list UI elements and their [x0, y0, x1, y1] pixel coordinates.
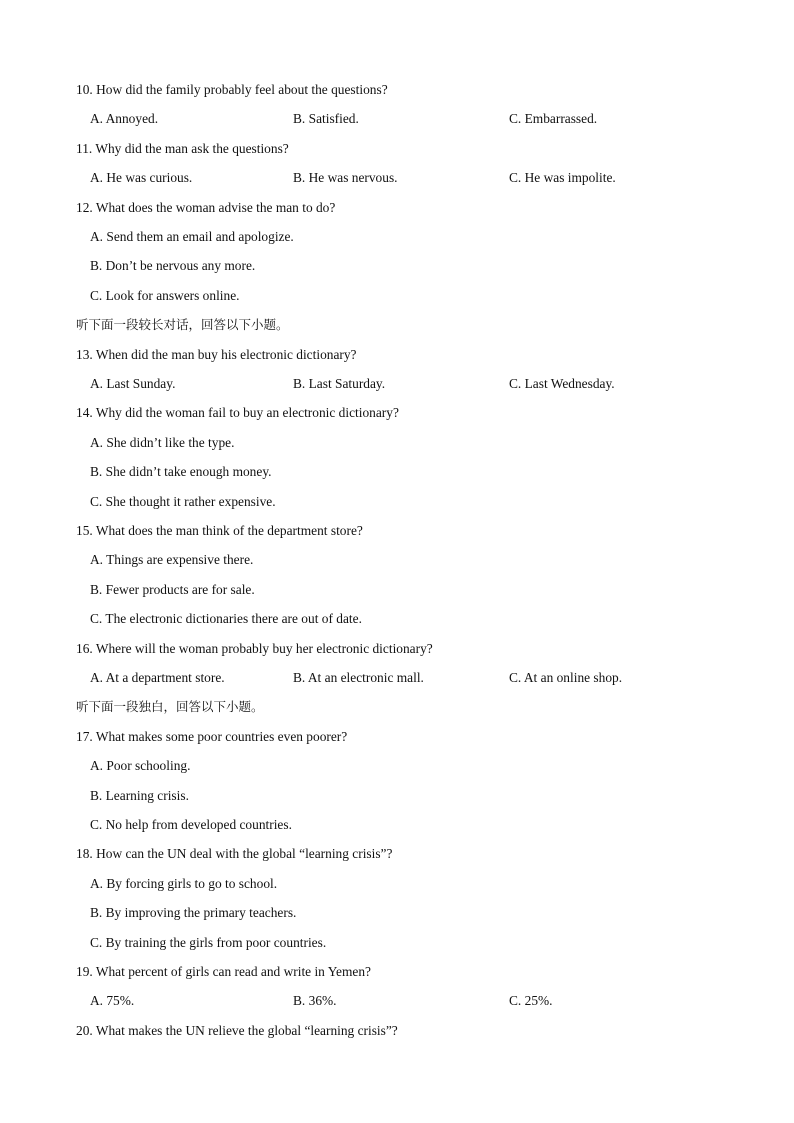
option-text: A. She didn’t like the type.	[90, 435, 235, 450]
option-text: A. Send them an email and apologize.	[90, 229, 294, 244]
option-text: A. 75%.	[90, 993, 135, 1008]
option-text: C. Embarrassed.	[509, 111, 598, 126]
question-text: 11. Why did the man ask the questions?	[76, 141, 289, 156]
options-row	[90, 991, 730, 1011]
option-text: B. Satisfied.	[293, 111, 359, 126]
options-row	[90, 374, 730, 394]
question-text: 17. What makes some poor countries even poorer?	[76, 729, 348, 744]
question-text: 20. What makes the UN relieve the global “learning crisis”?	[76, 1023, 398, 1038]
option-text: A. At a department store.	[90, 670, 225, 685]
option-text: B. 36%.	[293, 993, 337, 1008]
question-text: 19. What percent of girls can read and write in Yemen?	[76, 964, 371, 979]
option-text: C. By training the girls from poor countries.	[90, 935, 327, 950]
option-text: C. At an online shop.	[509, 670, 623, 685]
option-text: C. 25%.	[509, 993, 553, 1008]
option-text: A. Things are expensive there.	[90, 552, 254, 567]
options-row	[90, 168, 730, 188]
options-row	[90, 668, 730, 688]
option-text: A. He was curious.	[90, 170, 193, 185]
question-text: 16. Where will the woman probably buy her electronic dictionary?	[76, 641, 433, 656]
options-row	[90, 109, 730, 129]
section-instruction: 听下面一段独白，回答以下小题。	[76, 699, 264, 714]
option-text: A. By forcing girls to go to school.	[90, 876, 278, 891]
question-text: 10. How did the family probably feel about the questions?	[76, 82, 388, 97]
option-text: B. Learning crisis.	[90, 788, 189, 803]
option-text: B. She didn’t take enough money.	[90, 464, 272, 479]
option-text: C. She thought it rather expensive.	[90, 494, 276, 509]
option-text: A. Annoyed.	[90, 111, 159, 126]
question-text: 18. How can the UN deal with the global “learning crisis”?	[76, 846, 393, 861]
option-text: A. Poor schooling.	[90, 758, 191, 773]
option-text: C. Look for answers online.	[90, 288, 240, 303]
option-text: B. Don’t be nervous any more.	[90, 258, 256, 273]
option-text: C. No help from developed countries.	[90, 817, 292, 832]
option-text: B. Last Saturday.	[293, 376, 386, 391]
option-text: B. He was nervous.	[293, 170, 398, 185]
option-text: B. At an electronic mall.	[293, 670, 424, 685]
question-text: 13. When did the man buy his electronic dictionary?	[76, 347, 357, 362]
option-text: A. Last Sunday.	[90, 376, 176, 391]
question-text: 12. What does the woman advise the man to do?	[76, 200, 336, 215]
option-text: C. Last Wednesday.	[509, 376, 615, 391]
option-text: C. He was impolite.	[509, 170, 616, 185]
option-text: B. Fewer products are for sale.	[90, 582, 255, 597]
question-text: 15. What does the man think of the department store?	[76, 523, 363, 538]
option-text: C. The electronic dictionaries there are out of date.	[90, 611, 362, 626]
section-instruction: 听下面一段较长对话，回答以下小题。	[76, 317, 289, 332]
option-text: B. By improving the primary teachers.	[90, 905, 297, 920]
question-text: 14. Why did the woman fail to buy an electronic dictionary?	[76, 405, 399, 420]
